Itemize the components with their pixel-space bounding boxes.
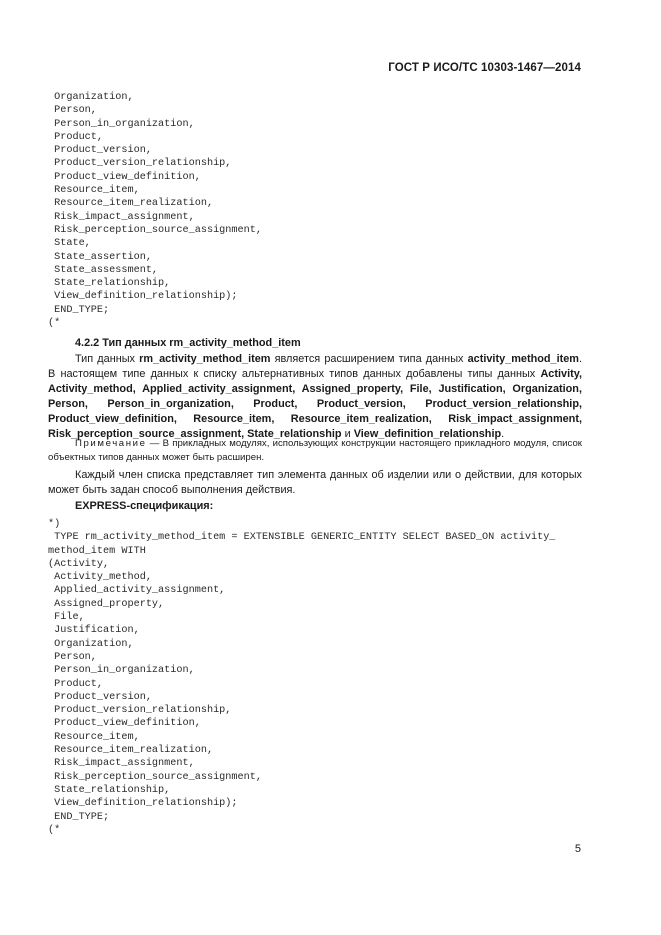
code-line: Product_version_relationship, [48,705,232,717]
code-line: Applied_activity_assignment, [48,585,226,597]
code-line: TYPE rm_activity_method_item = EXTENSIBLE GENERIC_ENTITY SELECT BASED_ON activity_ [48,532,556,544]
code-line: Organization, [48,638,134,650]
note-text: В прикладных модулях, использующих конструкции настоящего прикладного модуля, список объектных типов данных может быть расширен. [48,438,582,463]
code-line: Risk_impact_assignment, [48,211,195,223]
code-line: State, [48,238,91,250]
section-heading: 4.2.2 Тип данных rm_activity_method_item [75,337,301,349]
code-line: Risk_perception_source_assignment, [48,224,262,236]
type-name: activity_method_item [467,353,579,365]
para-text: является расширением типа данных [270,353,468,365]
express-code-bottom [48,518,555,837]
para-text: Каждый член списка представляет тип элемента данных об изделии или о действии, для которых может быть задан способ выполнения действия. [48,469,582,496]
note-label: Примечание [75,438,147,449]
code-line: State_relationship, [48,784,171,796]
code-line: Resource_item_realization, [48,745,214,757]
express-code-top [48,91,262,330]
code-line: Product_view_definition, [48,171,201,183]
code-line: Product, [48,678,104,690]
code-line: Product_version_relationship, [48,158,232,170]
note [48,437,582,465]
paragraph-members [48,468,582,498]
code-line: View_definition_relationship); [48,291,238,303]
code-line: Product_version, [48,145,152,157]
code-line: Activity_method, [48,572,152,584]
code-line: (Activity, [48,558,110,570]
code-line: Justification, [48,625,140,637]
standard-header: ГОСТ Р ИСО/ТС 10303-1467—2014 [388,62,581,74]
para-text: . [501,428,505,440]
code-line: Person, [48,651,97,663]
code-line: Risk_impact_assignment, [48,758,195,770]
code-line: File, [48,612,85,624]
code-line: Person, [48,105,97,117]
code-line: Product, [48,131,104,143]
para-text: и [341,428,354,440]
code-line: method_item WITH [48,545,146,557]
code-line: END_TYPE; [48,304,110,316]
paragraph-extension [48,352,582,442]
type-list: Activity, Activity_method, Applied_activity_assignment, Assigned_property, File, Justification, Organization, Person, Person_in_organization, Product, Product_version, Product_version_relationship, Product_view_definition, Resource_item, Resource_item_realization, Risk_impact_assignment, Risk_perception_source_assignment, State_relationship [48,368,582,440]
code-line: State_assessment, [48,264,159,276]
code-line: State_relationship, [48,278,171,290]
para-text: . В настоящем типе данных к списку альтернативных типов данных добавлены типы данных [48,353,583,380]
code-line: Organization, [48,92,134,103]
code-line: Resource_item_realization, [48,198,214,210]
section-body [48,352,582,442]
code-line: Resource_item, [48,731,140,743]
type-name: View_definition_relationship [353,428,502,440]
code-line: *) [48,519,61,530]
code-line: Person_in_organization, [48,665,195,677]
page-number: 5 [574,843,581,855]
type-name: rm_activity_method_item [139,353,271,365]
code-line: Product_view_definition, [48,718,201,730]
code-line: Product_version, [48,691,152,703]
code-line: (* [48,824,61,836]
express-label: EXPRESS-спецификация: [75,500,214,512]
code-line: (* [48,318,61,330]
note-dash: — [146,438,163,449]
para-text: Тип данных [75,353,140,365]
code-line: Assigned_property, [48,598,165,610]
code-line: Resource_item, [48,185,140,197]
code-line: Risk_perception_source_assignment, [48,771,262,783]
code-line: State_assertion, [48,251,152,263]
code-line: Person_in_organization, [48,118,195,130]
code-line: END_TYPE; [48,811,110,823]
code-line: View_definition_relationship); [48,798,238,810]
